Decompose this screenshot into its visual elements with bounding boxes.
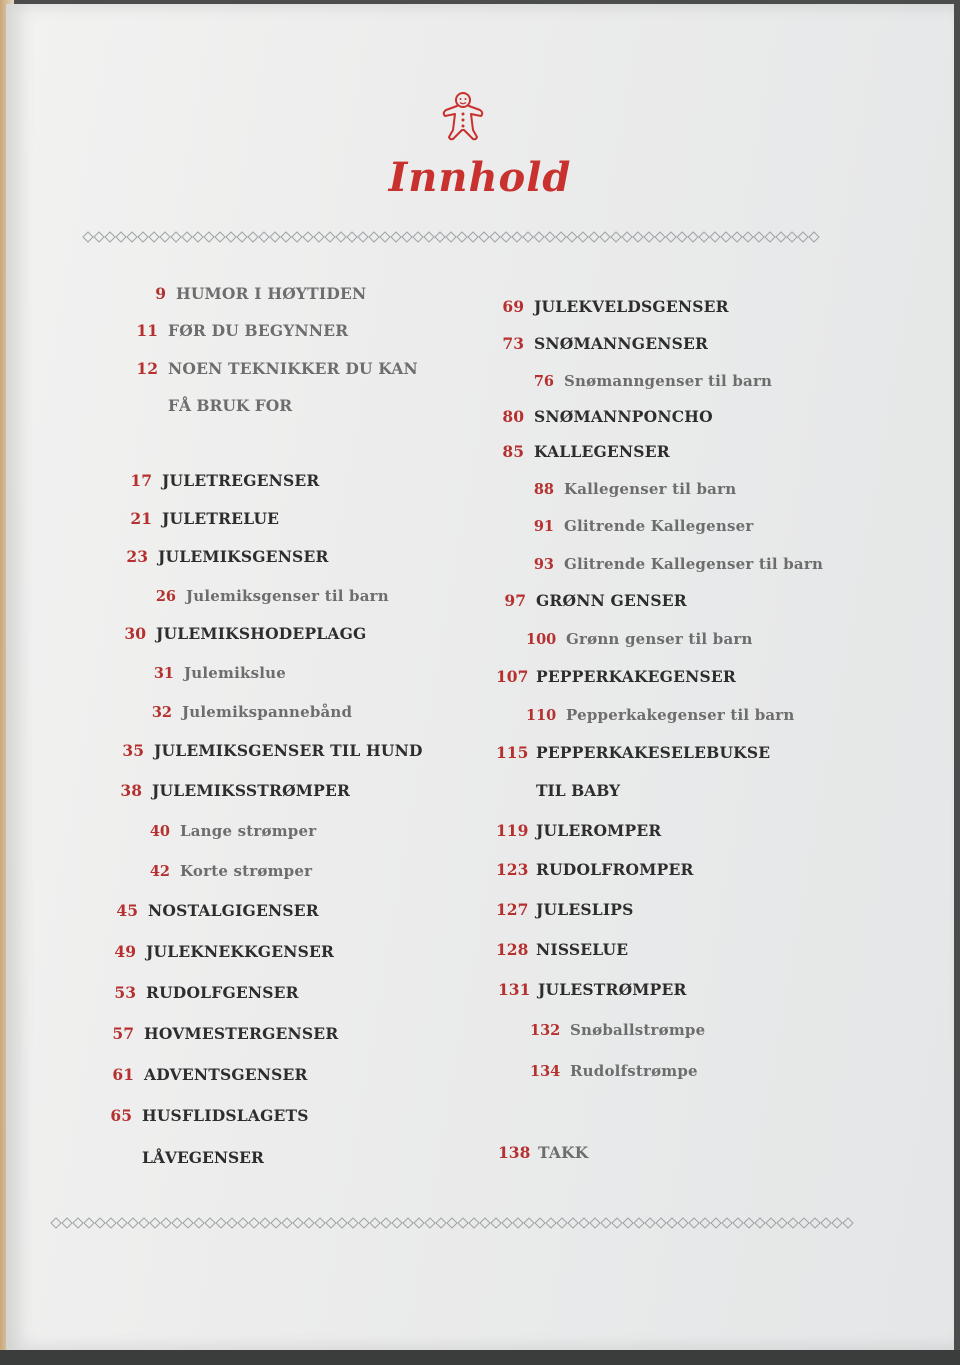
entry-title: PEPPERKAKEGENSER (536, 667, 736, 686)
diamond-shape (491, 1218, 501, 1228)
page-number: 73 (502, 334, 524, 353)
page-number: 134 (530, 1063, 561, 1080)
toc-entry (498, 1143, 588, 1162)
toc-entry (106, 983, 299, 1002)
entry-title: SNØMANNGENSER (534, 334, 709, 353)
page-number: 69 (502, 297, 524, 316)
page-number: 85 (502, 442, 524, 461)
diamond-shape (667, 1218, 677, 1228)
diamond-shape (413, 232, 423, 242)
diamond-shape (369, 232, 379, 242)
diamond-shape (821, 1218, 831, 1228)
diamond-shape (403, 1218, 413, 1228)
diamond-shape (105, 232, 115, 242)
page-number: 17 (130, 471, 152, 490)
diamond-shape (127, 232, 137, 242)
entry-title: ADVENTSGENSER (144, 1065, 308, 1084)
diamond-shape (798, 232, 808, 242)
diamond-shape (787, 232, 797, 242)
diamond-shape (579, 1218, 589, 1228)
toc-entry (122, 471, 320, 490)
entry-title: PEPPERKAKESELEBUKSE (536, 743, 771, 762)
diamond-shape (436, 1218, 446, 1228)
table-surface (0, 1350, 960, 1365)
toc-subentry (526, 629, 753, 648)
diamond-shape (447, 1218, 457, 1228)
diamond-shape (534, 232, 544, 242)
diamond-shape (446, 232, 456, 242)
toc-entry (104, 1024, 338, 1043)
diamond-shape (150, 1218, 160, 1228)
diamond-shape (435, 232, 445, 242)
diamond-shape (644, 232, 654, 242)
entry-title: GRØNN GENSER (536, 591, 687, 610)
diamond-shape (73, 1218, 83, 1228)
page-number: 88 (533, 481, 554, 498)
entry-title: Snømanngenser til barn (564, 372, 773, 390)
toc-entry (104, 1065, 308, 1084)
page-number: 35 (122, 741, 144, 760)
diamond-shape (677, 232, 687, 242)
diamond-shape (117, 1218, 127, 1228)
diamond-shape (799, 1218, 809, 1228)
toc-entry (118, 547, 329, 566)
diamond-shape (458, 1218, 468, 1228)
toc-entry (496, 900, 634, 919)
diamond-shape (755, 1218, 765, 1228)
entry-title: JULEKNEKKGENSER (146, 942, 335, 961)
toc-entry (494, 407, 713, 426)
diamond-shape (237, 232, 247, 242)
diamond-shape (754, 232, 764, 242)
diamond-shape (227, 1218, 237, 1228)
diamond-shape (545, 232, 555, 242)
diamond-shape (204, 232, 214, 242)
page-number: 100 (526, 631, 557, 648)
page-number: 40 (149, 823, 170, 840)
diamond-shape (249, 1218, 259, 1228)
toc-subentry (144, 663, 286, 682)
diamond-shape (502, 1218, 512, 1228)
page-number: 80 (502, 407, 524, 426)
entry-title: Kallegenser til barn (564, 480, 737, 498)
diamond-shape (259, 232, 269, 242)
diamond-shape (116, 232, 126, 242)
page-number: 32 (151, 704, 172, 721)
entry-title-continuation: TIL BABY (536, 781, 621, 800)
diamond-shape (700, 1218, 710, 1228)
toc-subentry (524, 516, 753, 535)
diamond-shape (732, 232, 742, 242)
page-number: 76 (533, 373, 554, 390)
page-number: 91 (533, 518, 554, 535)
toc-subentry (146, 586, 389, 605)
diamond-shape (348, 1218, 358, 1228)
diamond-shape (149, 232, 159, 242)
page-number: 21 (130, 509, 152, 528)
diamond-shape (699, 232, 709, 242)
diamond-shape (490, 232, 500, 242)
page-title: Innhold (388, 154, 572, 201)
diamond-shape (600, 232, 610, 242)
diamond-shape (183, 1218, 193, 1228)
diamond-shape (788, 1218, 798, 1228)
entry-title: Julemikslue (184, 664, 286, 682)
diamond-shape (480, 1218, 490, 1228)
diamond-shape (292, 232, 302, 242)
page-number: 12 (136, 359, 158, 378)
diamond-shape (337, 1218, 347, 1228)
toc-entry (498, 980, 687, 999)
page-number: 23 (126, 547, 148, 566)
page-number: 65 (110, 1106, 132, 1125)
diamond-shape (138, 232, 148, 242)
page-number: 38 (120, 781, 142, 800)
diamond-shape (843, 1218, 853, 1228)
page-number: 131 (498, 980, 531, 999)
toc-subentry (140, 821, 316, 840)
toc-entry (496, 667, 736, 686)
page-number: 11 (136, 321, 158, 340)
diamond-shape (347, 232, 357, 242)
entry-title: NOEN TEKNIKKER DU KAN (168, 359, 418, 378)
page-number: 107 (496, 667, 529, 686)
diamond-shape (567, 232, 577, 242)
entry-title: JULEMIKSSTRØMPER (152, 781, 351, 800)
diamond-shape (84, 1218, 94, 1228)
diamond-shape (315, 1218, 325, 1228)
diamond-shape (766, 1218, 776, 1228)
diamond-shape (128, 1218, 138, 1228)
page-number: 97 (504, 591, 526, 610)
diamond-shape (623, 1218, 633, 1228)
diamond-shape (710, 232, 720, 242)
toc-entry (122, 509, 279, 528)
diamond-shape (656, 1218, 666, 1228)
entry-title-continuation: FÅ BRUK FOR (168, 396, 293, 415)
page-number: 110 (526, 707, 557, 724)
diamond-shape (556, 232, 566, 242)
diamond-shape (666, 232, 676, 242)
diamond-shape (83, 232, 93, 242)
entry-title: JULEMIKSGENSER (158, 547, 329, 566)
diamond-shape (611, 232, 621, 242)
toc-subentry (526, 705, 795, 724)
diamond-shape (689, 1218, 699, 1228)
page-number: 127 (496, 900, 529, 919)
toc-entry (128, 321, 348, 340)
entry-title: HUMOR I HØYTIDEN (176, 284, 367, 303)
diamond-shape (721, 232, 731, 242)
diamond-shape (765, 232, 775, 242)
toc-entry (494, 334, 708, 353)
page-number: 138 (498, 1143, 531, 1162)
diamond-shape (425, 1218, 435, 1228)
diamond-shape (226, 232, 236, 242)
toc-entry (496, 743, 770, 762)
diamond-shape (326, 1218, 336, 1228)
diamond-shape (535, 1218, 545, 1228)
entry-title: JULETRELUE (162, 509, 280, 528)
diamond-shape (688, 232, 698, 242)
diamond-shape (501, 232, 511, 242)
toc-entry (102, 1106, 309, 1125)
diamond-shape (325, 232, 335, 242)
diamond-shape (194, 1218, 204, 1228)
toc-subentry (524, 371, 772, 390)
diamond-shape (370, 1218, 380, 1228)
entry-title: Glitrende Kallegenser (564, 517, 754, 535)
entry-title: RUDOLFROMPER (536, 860, 694, 879)
diamond-shape (380, 232, 390, 242)
diamond-shape (171, 232, 181, 242)
diamond-shape (546, 1218, 556, 1228)
entry-title: JULETREGENSER (162, 471, 320, 490)
diamond-shape (589, 232, 599, 242)
diamond-shape (161, 1218, 171, 1228)
divider-ornament-top (82, 230, 826, 244)
diamond-shape (248, 232, 258, 242)
diamond-shape (523, 232, 533, 242)
diamond-shape (469, 1218, 479, 1228)
diamond-shape (777, 1218, 787, 1228)
entry-title: Pepperkakegenser til barn (566, 706, 795, 724)
entry-title: Julemiksgenser til barn (186, 587, 389, 605)
entry-title: Grønn genser til barn (566, 630, 753, 648)
diamond-shape (711, 1218, 721, 1228)
toc-entry (496, 860, 694, 879)
diamond-shape (172, 1218, 182, 1228)
diamond-shape (358, 232, 368, 242)
book-page (6, 4, 954, 1350)
entry-title: JULEMIKSHODEPLAGG (156, 624, 367, 643)
diamond-shape (402, 232, 412, 242)
entry-title: TAKK (538, 1143, 589, 1162)
diamond-shape (139, 1218, 149, 1228)
entry-title: Glitrende Kallegenser til barn (564, 555, 824, 573)
toc-subentry (524, 554, 823, 573)
page-number: 30 (124, 624, 146, 643)
entry-title: SNØMANNPONCHO (534, 407, 713, 426)
divider-ornament-bottom (50, 1216, 860, 1230)
diamond-shape (359, 1218, 369, 1228)
toc-entry (116, 624, 367, 643)
diamond-shape (282, 1218, 292, 1228)
toc-subentry (524, 479, 736, 498)
diamond-shape (95, 1218, 105, 1228)
diamond-shape (468, 232, 478, 242)
diamond-shape (655, 232, 665, 242)
diamond-shape (678, 1218, 688, 1228)
diamond-shape (51, 1218, 61, 1228)
page-number: 61 (112, 1065, 134, 1084)
entry-title: KALLEGENSER (534, 442, 670, 461)
entry-title: Snøballstrømpe (570, 1021, 706, 1039)
diamond-shape (512, 232, 522, 242)
diamond-shape (260, 1218, 270, 1228)
page-number: 128 (496, 940, 529, 959)
page-number: 93 (533, 556, 554, 573)
page-number: 123 (496, 860, 529, 879)
entry-title: HOVMESTERGENSER (144, 1024, 339, 1043)
diamond-shape (238, 1218, 248, 1228)
diamond-shape (622, 232, 632, 242)
entry-title: NOSTALGIGENSER (148, 901, 319, 920)
page-number: 57 (112, 1024, 134, 1043)
page-number: 115 (496, 743, 529, 762)
diamond-shape (304, 1218, 314, 1228)
toc-subentry (530, 1061, 698, 1080)
diamond-shape (733, 1218, 743, 1228)
page-number: 42 (149, 863, 170, 880)
diamond-shape (392, 1218, 402, 1228)
diamond-shape (106, 1218, 116, 1228)
diamond-shape (776, 232, 786, 242)
diamond-shape (744, 1218, 754, 1228)
toc-entry (494, 442, 670, 461)
entry-title: JULESTRØMPER (538, 980, 687, 999)
diamond-shape (832, 1218, 842, 1228)
diamond-shape (293, 1218, 303, 1228)
toc-entry (496, 940, 628, 959)
diamond-shape (62, 1218, 72, 1228)
page-number: 49 (114, 942, 136, 961)
diamond-shape (314, 232, 324, 242)
diamond-shape (205, 1218, 215, 1228)
diamond-shape (612, 1218, 622, 1228)
diamond-shape (810, 1218, 820, 1228)
toc-entry (114, 741, 423, 760)
toc-subentry (140, 861, 312, 880)
toc-entry (106, 942, 334, 961)
toc-subentry (530, 1020, 705, 1039)
page-number: 26 (155, 588, 176, 605)
diamond-shape (216, 1218, 226, 1228)
diamond-shape (281, 232, 291, 242)
diamond-shape (634, 1218, 644, 1228)
diamond-shape (524, 1218, 534, 1228)
diamond-shape (94, 232, 104, 242)
diamond-shape (557, 1218, 567, 1228)
entry-title: HUSFLIDSLAGETS (142, 1106, 309, 1125)
toc-entry (112, 781, 350, 800)
toc-entry (136, 284, 366, 303)
diamond-shape (479, 232, 489, 242)
diamond-shape (391, 232, 401, 242)
diamond-shape (633, 232, 643, 242)
toc-entry (496, 591, 687, 610)
diamond-shape (381, 1218, 391, 1228)
entry-title: JULEMIKSGENSER TIL HUND (154, 741, 423, 760)
diamond-shape (215, 232, 225, 242)
diamond-shape (303, 232, 313, 242)
diamond-shape (193, 232, 203, 242)
page-number: 31 (153, 665, 174, 682)
page-number: 45 (116, 901, 138, 920)
diamond-shape (513, 1218, 523, 1228)
entry-title: JULESLIPS (536, 900, 634, 919)
entry-title: Rudolfstrømpe (570, 1062, 698, 1080)
diamond-shape (182, 232, 192, 242)
entry-title-continuation: LÅVEGENSER (142, 1148, 264, 1167)
diamond-shape (590, 1218, 600, 1228)
diamond-shape (568, 1218, 578, 1228)
entry-title: Korte strømper (180, 862, 313, 880)
entry-title: RUDOLFGENSER (146, 983, 299, 1002)
toc-entry (494, 297, 729, 316)
page-number: 132 (530, 1022, 561, 1039)
gingerbread-man-icon (440, 90, 486, 142)
diamond-shape (743, 232, 753, 242)
toc-subentry (142, 702, 352, 721)
toc-entry (496, 821, 661, 840)
diamond-shape (270, 232, 280, 242)
entry-title: JULEROMPER (536, 821, 662, 840)
diamond-shape (722, 1218, 732, 1228)
entry-title: JULEKVELDSGENSER (534, 297, 729, 316)
diamond-shape (414, 1218, 424, 1228)
entry-title: Lange strømper (180, 822, 317, 840)
page-number: 9 (155, 284, 166, 303)
diamond-shape (271, 1218, 281, 1228)
diamond-shape (809, 232, 819, 242)
page-number: 119 (496, 821, 529, 840)
diamond-shape (578, 232, 588, 242)
diamond-shape (160, 232, 170, 242)
entry-title: Julemikspannebånd (182, 703, 353, 721)
toc-entry (128, 359, 418, 378)
entry-title: NISSELUE (536, 940, 629, 959)
diamond-shape (424, 232, 434, 242)
diamond-shape (336, 232, 346, 242)
page-number: 53 (114, 983, 136, 1002)
entry-title: FØR DU BEGYNNER (168, 321, 349, 340)
toc-entry (108, 901, 319, 920)
diamond-shape (457, 232, 467, 242)
diamond-shape (601, 1218, 611, 1228)
diamond-shape (645, 1218, 655, 1228)
